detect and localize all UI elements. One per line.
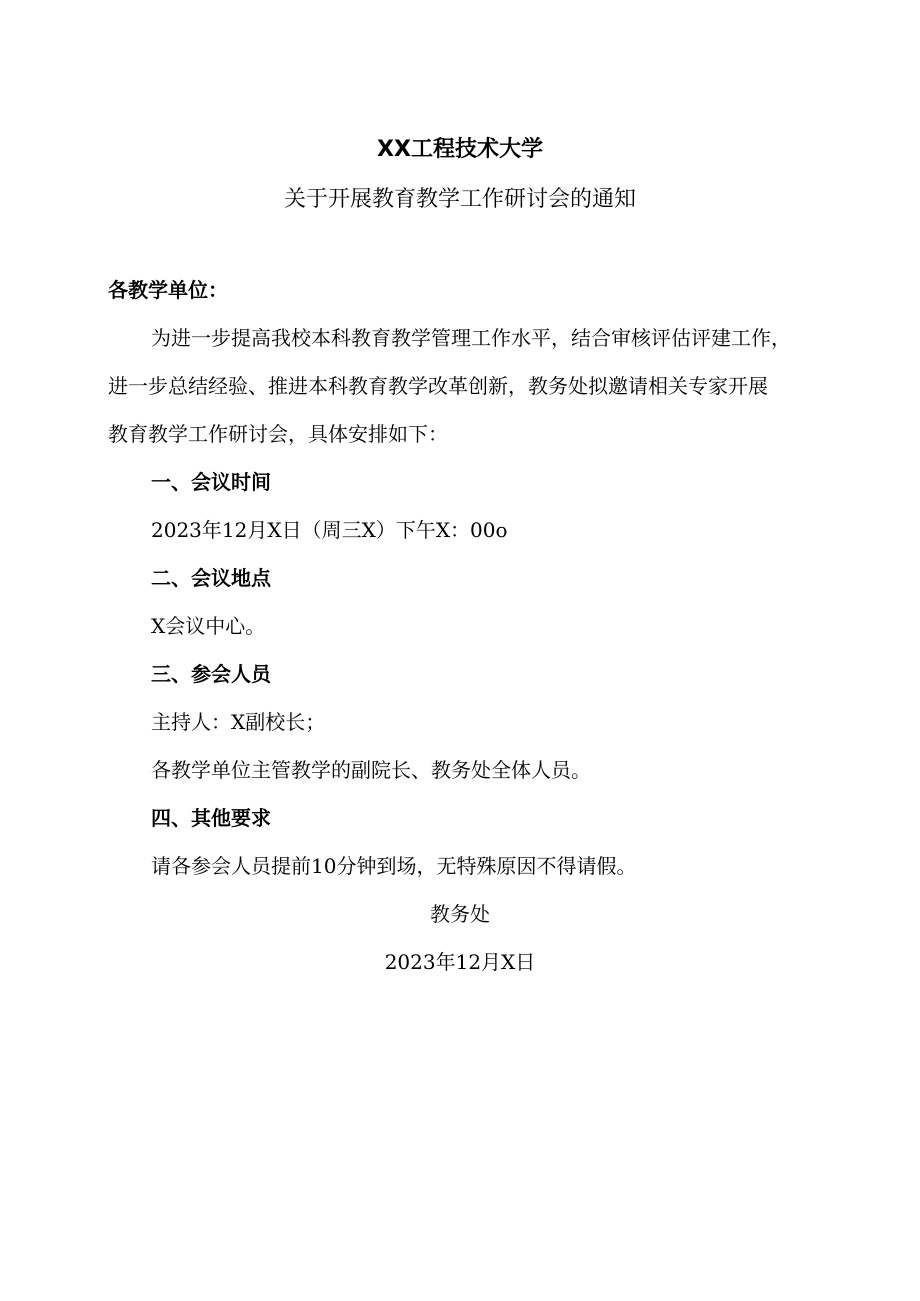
signature-office: 教务处 bbox=[430, 902, 490, 926]
section-heading-requirements: 四、其他要求 bbox=[151, 806, 271, 830]
section-heading-attendees: 三、参会人员 bbox=[151, 662, 271, 686]
intro-paragraph-line-3: 教育教学工作研讨会，具体安排如下： bbox=[108, 422, 448, 446]
section-heading-location: 二、会议地点 bbox=[151, 566, 271, 590]
section-body-location: X会议中心。 bbox=[151, 614, 266, 638]
document-subtitle: 关于开展教育教学工作研讨会的通知 bbox=[283, 187, 636, 212]
document-title: XX工程技术大学 bbox=[377, 137, 543, 162]
signature-date: 2023年12月X日 bbox=[384, 950, 536, 974]
salutation: 各教学单位： bbox=[108, 278, 228, 302]
section-body-requirements: 请各参会人员提前10分钟到场，无特殊原因不得请假。 bbox=[151, 854, 637, 878]
intro-paragraph-line-1: 为进一步提高我校本科教育教学管理工作水平，结合审核评估评建工作， bbox=[151, 326, 791, 350]
section-body-host: 主持人：X副校长； bbox=[151, 710, 326, 734]
section-body-participants: 各教学单位主管教学的副院长、教务处全体人员。 bbox=[151, 758, 591, 782]
section-heading-time: 一、会议时间 bbox=[151, 470, 271, 494]
section-body-time: 2023年12月X日（周三X）下午X：00o bbox=[151, 518, 508, 542]
intro-paragraph-line-2: 进一步总结经验、推进本科教育教学改革创新，教务处拟邀请相关专家开展 bbox=[108, 374, 768, 398]
